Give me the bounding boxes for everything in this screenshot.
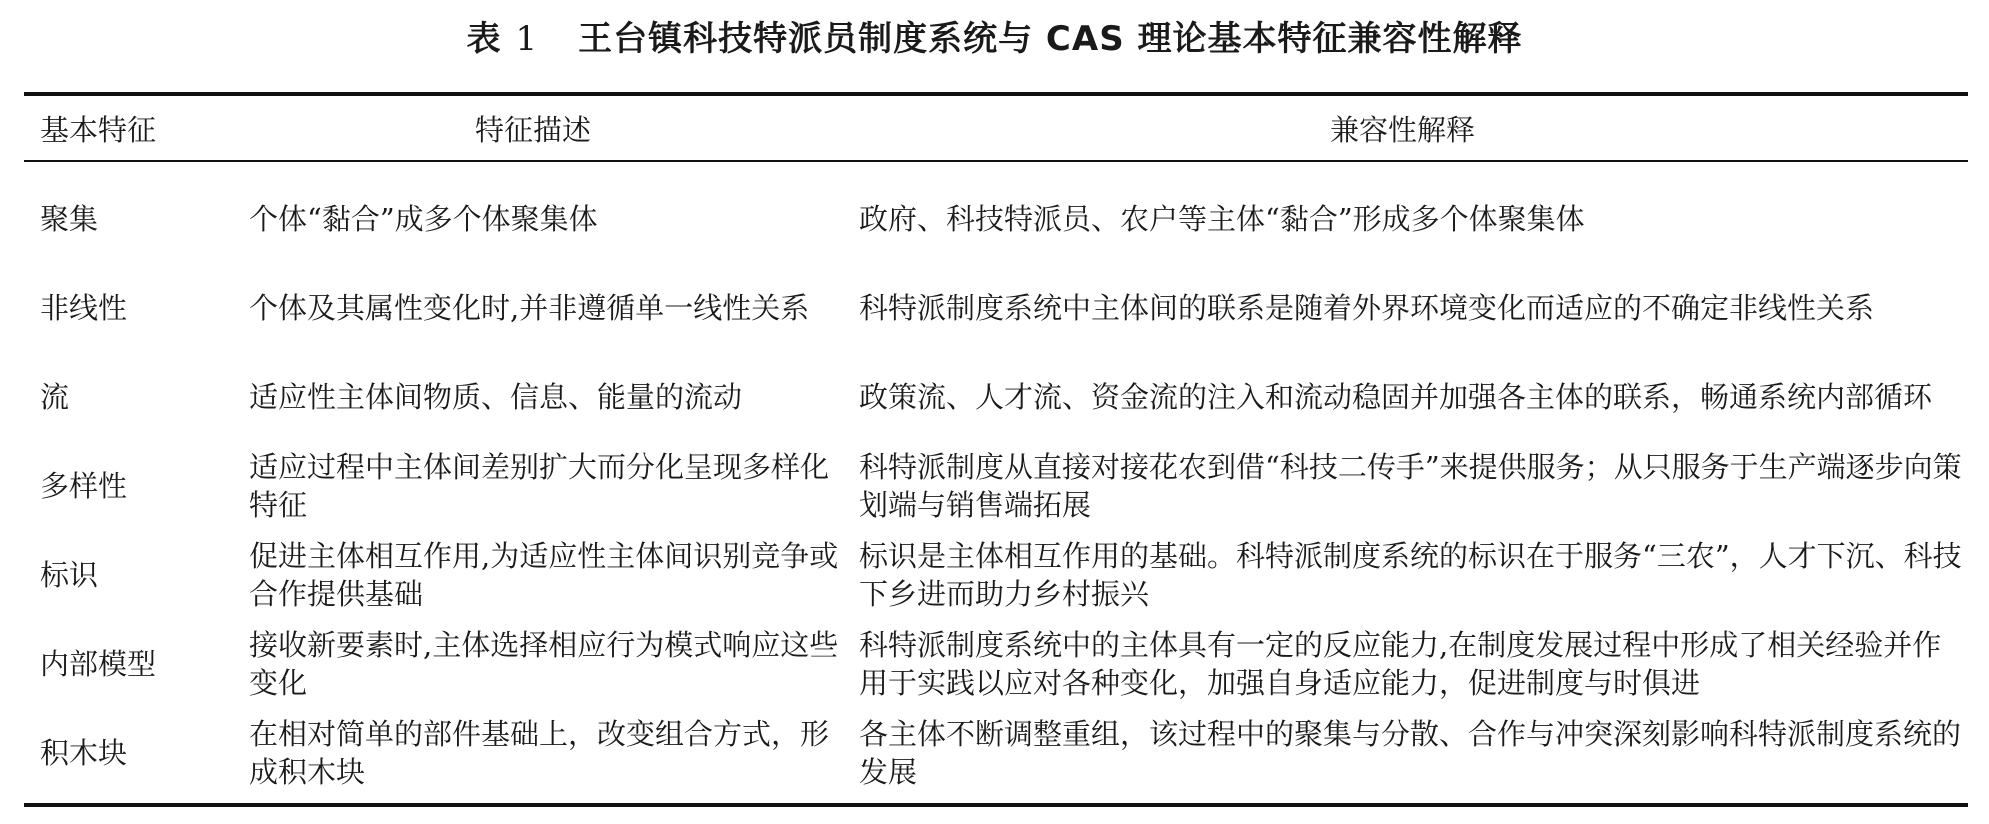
cell-feature-description: 促进主体相互作用,为适应性主体间识别竞争或合作提供基础 <box>249 538 839 611</box>
header-feature-description: 特征描述 <box>474 112 591 147</box>
cell-feature-description: 适应过程中主体间差别扩大而分化呈现多样化特征 <box>249 449 830 522</box>
cell-basic-feature: 非线性 <box>40 290 128 325</box>
cell-feature-description: 适应性主体间物质、信息、能量的流动 <box>249 379 743 414</box>
cell-basic-feature: 流 <box>40 379 70 414</box>
table-row <box>24 352 1968 441</box>
cell-basic-feature: 内部模型 <box>40 646 157 681</box>
compatibility-table <box>24 92 1968 807</box>
cell-compatibility-explanation: 政府、科技特派员、农户等主体“黏合”形成多个体聚集体 <box>859 201 1585 236</box>
table-row <box>24 263 1968 352</box>
cell-feature-description: 个体“黏合”成多个体聚集体 <box>249 201 598 236</box>
table-row <box>24 708 1968 797</box>
cell-compatibility-explanation: 科特派制度从直接对接花农到借“科技二传手”来提供服务；从只服务于生产端逐步向策划端与销售端拓展 <box>859 449 1962 522</box>
cell-basic-feature: 聚集 <box>40 201 99 236</box>
table-body <box>24 162 1968 803</box>
cell-compatibility-explanation: 各主体不断调整重组，该过程中的聚集与分散、合作与冲突深刻影响科特派制度系统的发展 <box>859 716 1962 789</box>
table-row <box>24 619 1968 708</box>
table-caption-text: 王台镇科技特派员制度系统与 CAS 理论基本特征兼容性解释 <box>578 19 1523 59</box>
cell-compatibility-explanation: 科特派制度系统中主体间的联系是随着外界环境变化而适应的不确定非线性关系 <box>859 290 1875 325</box>
cell-feature-description: 个体及其属性变化时,并非遵循单一线性关系 <box>249 290 810 325</box>
cell-basic-feature: 标识 <box>40 557 99 592</box>
table-row <box>24 174 1968 263</box>
table-header-row <box>24 96 1968 162</box>
table-row <box>24 530 1968 619</box>
header-basic-feature: 基本特征 <box>40 112 157 147</box>
cell-compatibility-explanation: 标识是主体相互作用的基础。科特派制度系统的标识在于服务“三农”，人才下沉、科技下乡进而助力乡村振兴 <box>859 538 1962 611</box>
cell-feature-description: 接收新要素时,主体选择相应行为模式响应这些变化 <box>249 627 839 700</box>
cell-basic-feature: 积木块 <box>40 735 128 770</box>
cell-feature-description: 在相对简单的部件基础上，改变组合方式，形成积木块 <box>249 716 830 789</box>
table-caption <box>0 14 1989 64</box>
cell-compatibility-explanation: 政策流、人才流、资金流的注入和流动稳固并加强各主体的联系，畅通系统内部循环 <box>859 379 1933 414</box>
table-caption-label: 表 <box>466 19 502 59</box>
cell-compatibility-explanation: 科特派制度系统中的主体具有一定的反应能力,在制度发展过程中形成了相关经验并作用于实践以应对各种变化，加强自身适应能力，促进制度与时俱进 <box>859 627 1942 700</box>
table-row <box>24 441 1968 530</box>
table-caption-number: 1 <box>515 19 539 59</box>
cell-basic-feature: 多样性 <box>40 468 128 503</box>
header-compatibility-explanation: 兼容性解释 <box>1329 112 1475 147</box>
